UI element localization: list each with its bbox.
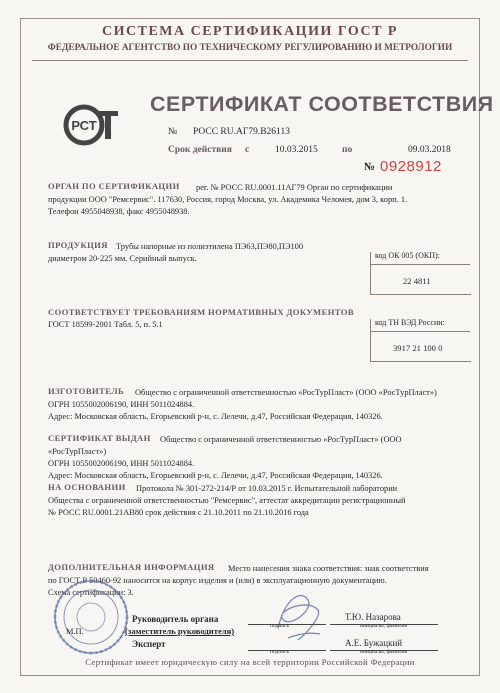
manufacturer-line-2: ОГРН 1055002006190, ИНН 5011024884. [48,400,195,409]
agency-name: ФЕДЕРАЛЬНОЕ АГЕНТСТВО ПО ТЕХНИЧЕСКОМУ РЕГУЛИРОВАНИЮ И МЕТРОЛОГИИ [47,43,453,53]
product-line-1: Трубы напорные из полиэтилена ПЭ63,ПЭ80,ПЭ100 [116,242,304,251]
svg-text:РСТ: РСТ [71,118,97,133]
blank-number-label: № [364,161,376,173]
certificate-title: СЕРТИФИКАТ СООТВЕТСТВИЯ [150,92,494,116]
basis-line-3: № РОСС RU.0001.21АВ80 срок действия с 21.10.2011 по 21.10.2016 года [48,508,309,517]
product-line-2: диаметром 20-225 мм. Серийный выпуск. [48,254,197,263]
manufacturer-line-3: Адрес: Московская область, Егорьевский р-н, с. Лелечи, д.47, Российская Федерация, 140326. [48,412,383,421]
manufacturer-line-1: Общество с ограниченной ответственностью «РосТурПласт» (ООО «РосТурПласт») [135,388,437,397]
reg-no-label: № [168,127,178,137]
expert-label: Эксперт [132,639,166,649]
head-sign-caption: подпись [270,623,290,629]
additional-heading: ДОПОЛНИТЕЛЬНАЯ ИНФОРМАЦИЯ [48,562,215,572]
tnved-code-box [370,319,471,362]
validity-label: Срок действия [168,145,232,155]
tnved-code-value: 3917 21 100 0 [393,343,443,353]
okp-code-value: 22 4811 [403,276,431,286]
expert-sign-caption: подпись [270,649,290,655]
issued-to-line-4: Адрес: Московская область, Егорьевский р-н, с. Лелечи, д.47, Российская Федерация, 140326. [48,471,383,480]
rst-logo-icon [62,100,122,150]
validity-to-date: 09.03.2018 [408,145,451,155]
issued-to-heading: СЕРТИФИКАТ ВЫДАН [48,433,151,443]
additional-line-2: по ГОСТ Р 50460-92 наносится на корпус изделия и (или) в эксплуатационную документацию. [48,576,387,585]
footer-note: Сертификат имеет юридическую силу на всей территории Российской Федерации [85,657,415,667]
issued-to-line-2: «РосТурПласт») [48,447,107,456]
organ-line-3: Телефон 4955048938, факс 4955048938. [48,207,190,216]
head-of-organ-label: Руководитель органа [132,614,219,624]
expert-signer-name: А.Е. Бужацкий [345,638,403,648]
system-title: СИСТЕМА СЕРТИФИКАЦИИ ГОСТ Р [102,24,398,39]
okp-code-label: код ОК 005 (ОКП): [375,251,440,260]
signature-icon [268,588,326,648]
conformity-line-1: ГОСТ 18599-2001 Табл. 5, п. 5.1 [48,320,163,329]
okp-code-rule [370,264,470,265]
deputy-label: (заместитель руководителя) [125,626,235,636]
tnved-code-label: код ТН ВЭД России: [375,318,445,327]
blank-number: 0928912 [380,158,442,175]
validity-from-label: с [245,145,250,155]
validity-from-date: 10.03.2015 [275,145,318,155]
certificate-number: РОСС RU.АГ79.В26113 [193,127,290,137]
organ-line-2: продукции ООО "Ремсервис". 117630, Россия, город Москва, ул. Академика Челомея, дом 3, корп. 1. [48,195,408,204]
conformity-heading: СООТВЕТСТВУЕТ ТРЕБОВАНИЯМ НОРМАТИВНЫХ ДОКУМЕНТОВ [48,307,355,317]
basis-heading: НА ОСНОВАНИИ [48,482,126,492]
basis-line-1: Протокола № 301-272-214/Р от 10.03.2015 г. Испытательной лаборатории [136,484,398,493]
head-name-caption: инициалы, фамилия [360,623,408,629]
expert-name-caption: инициалы, фамилия [360,649,408,655]
organ-heading: ОРГАН ПО СЕРТИФИКАЦИИ [48,181,180,191]
organ-line-1: рег. № РОСС RU.0001.11АГ79 Орган по сертификации [196,183,393,192]
additional-line-1: Место нанесения знака соответствия: знак соответствия [228,564,429,573]
basis-line-2: Общества с ограниченной ответственностью "Ремсервис", аттестат аккредитации регистрационный [48,496,406,505]
product-heading: ПРОДУКЦИЯ [48,240,108,250]
manufacturer-heading: ИЗГОТОВИТЕЛЬ [48,386,125,396]
head-signer-name: Т.Ю. Назарова [345,612,401,622]
issued-to-line-3: ОГРН 1055002006190, ИНН 5011024884. [48,459,195,468]
organ-stamp-icon [52,578,130,656]
additional-line-3: Схема сертификации: 3. [48,588,134,597]
validity-to-label: по [342,145,353,155]
stamp-label: М.П. [66,627,84,636]
okp-code-box [370,252,471,295]
tnved-code-rule [370,331,470,332]
issued-to-line-1: Общество с ограниченной ответственностью «РосТурПласт» (ООО [160,435,402,444]
header-rule [32,60,468,61]
